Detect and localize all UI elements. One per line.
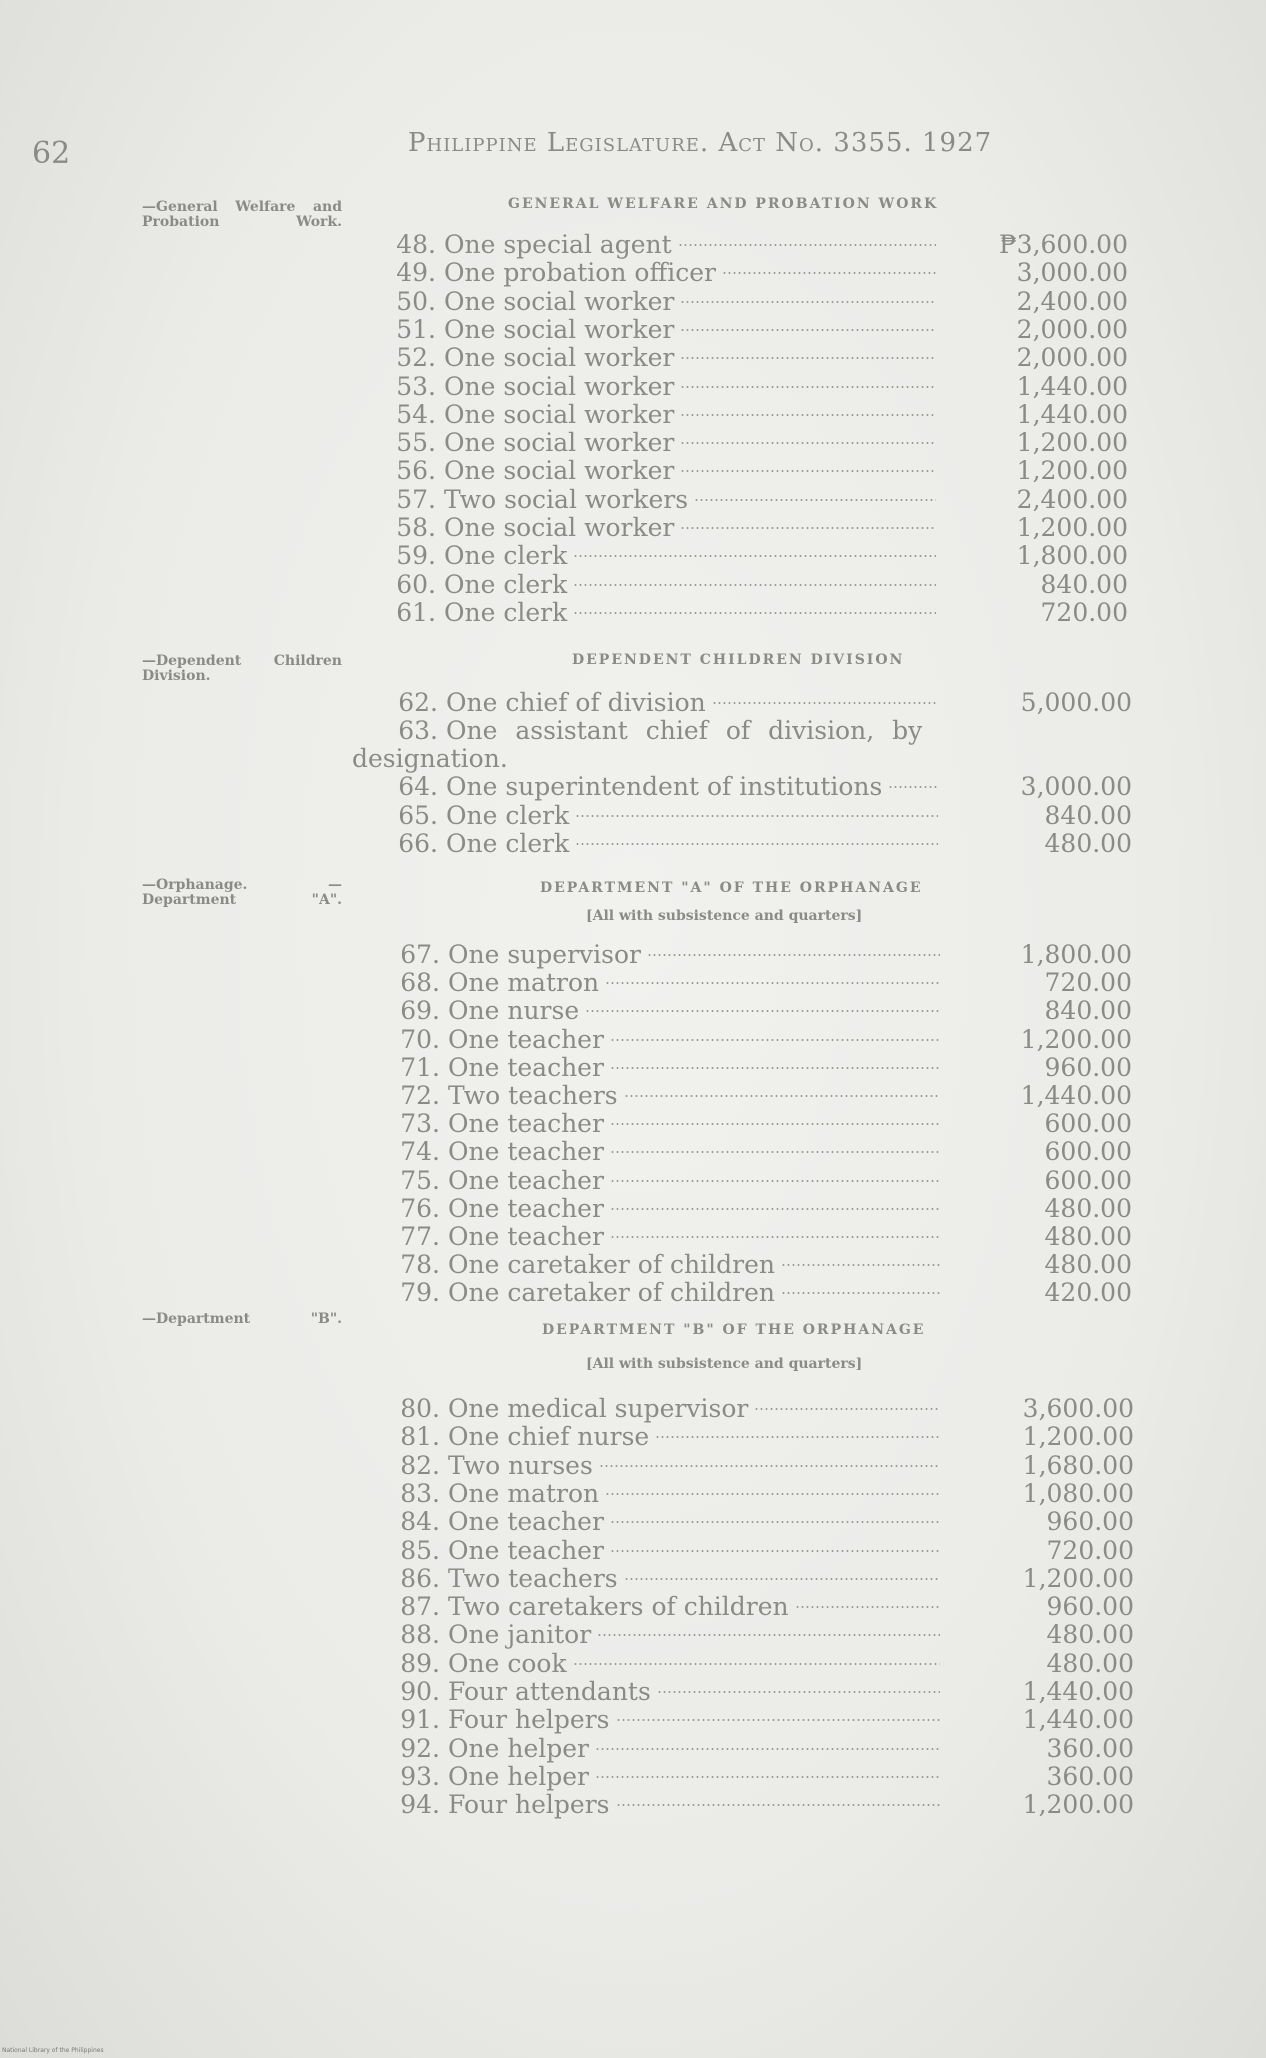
item-number: 80. xyxy=(400,1394,440,1423)
item-label: One social worker xyxy=(444,513,675,542)
item-amount: 720.00 xyxy=(1046,1535,1134,1565)
item-amount: 1,800.00 xyxy=(1016,541,1128,571)
dot-leader xyxy=(680,301,936,303)
item-label: One matron xyxy=(448,968,600,998)
dot-leader xyxy=(680,386,936,388)
dot-leader xyxy=(597,1634,940,1636)
item-number: 78. xyxy=(400,1250,440,1280)
item-label: One teacher xyxy=(448,1535,604,1565)
item-amount: 840.00 xyxy=(1044,800,1132,830)
item-amount: 420.00 xyxy=(1044,1278,1132,1308)
item-number: 74. xyxy=(400,1137,440,1167)
dot-leader xyxy=(694,499,936,501)
item-label: One helper xyxy=(448,1733,589,1763)
dot-leader xyxy=(610,1521,940,1523)
item-amount: 360.00 xyxy=(1046,1761,1134,1791)
item-label: One teacher xyxy=(448,1109,604,1139)
section-title-general-welfare: GENERAL WELFARE AND PROBATION WORK xyxy=(508,196,939,212)
item-label: One assistant chief of division, by xyxy=(446,716,923,745)
dot-leader xyxy=(573,555,936,557)
item-amount: 3,000.00 xyxy=(1016,258,1128,288)
item-label: One teacher xyxy=(448,1165,604,1195)
margin-note-department-b: —Department "B". xyxy=(142,1311,342,1327)
item-amount: 1,440.00 xyxy=(1016,371,1128,401)
item-label: One teacher xyxy=(448,1137,604,1167)
item-amount: 1,200.00 xyxy=(1016,456,1128,486)
item-amount: 600.00 xyxy=(1044,1137,1132,1167)
item-amount: 1,200.00 xyxy=(1022,1422,1134,1452)
item-number: 90. xyxy=(400,1677,440,1706)
item-number: 50. xyxy=(396,286,436,316)
item-number: 86. xyxy=(400,1563,440,1593)
item-number: 57. xyxy=(396,484,436,514)
item-amount: 960.00 xyxy=(1044,1052,1132,1082)
item-number: 87. xyxy=(400,1592,440,1622)
item-label: Two nurses xyxy=(448,1450,593,1480)
section-note-department-a: [All with subsistence and quarters] xyxy=(586,908,863,924)
item-number: 75. xyxy=(400,1165,440,1195)
page-number: 62 xyxy=(32,136,71,171)
item-amount: 480.00 xyxy=(1044,1222,1132,1251)
item-number: 76. xyxy=(400,1193,440,1223)
dot-leader xyxy=(722,272,936,274)
item-amount: 2,400.00 xyxy=(1016,286,1128,316)
item-number: 67. xyxy=(400,940,440,969)
item-label: One caretaker of children xyxy=(448,1278,775,1308)
item-amount: 1,200.00 xyxy=(1016,428,1128,458)
section-title-department-a: DEPARTMENT "A" OF THE ORPHANAGE xyxy=(540,880,923,896)
dot-leader xyxy=(680,414,936,416)
item-label: One clerk xyxy=(444,541,568,571)
dot-leader xyxy=(680,470,936,472)
item-number: 85. xyxy=(400,1535,440,1565)
item-label: One matron xyxy=(448,1478,600,1508)
item-label: One social worker xyxy=(444,371,675,401)
item-number: 52. xyxy=(396,343,436,373)
item-label: One medical supervisor xyxy=(448,1394,749,1423)
item-number: 88. xyxy=(400,1620,440,1650)
dot-leader xyxy=(605,1493,940,1495)
dot-leader xyxy=(888,786,938,788)
item-label: One chief of division xyxy=(446,688,706,717)
item-label: One teacher xyxy=(448,1193,604,1223)
dot-leader xyxy=(610,1067,940,1069)
item-amount: 720.00 xyxy=(1044,968,1132,998)
dot-leader xyxy=(595,1776,940,1778)
item-number: 77. xyxy=(400,1222,440,1251)
item-label: One teacher xyxy=(448,1052,604,1082)
item-number: 84. xyxy=(400,1507,440,1537)
item-number: 94. xyxy=(400,1790,440,1820)
item-continuation: designation. xyxy=(352,744,508,773)
item-number: 53. xyxy=(396,371,436,401)
margin-note-general-welfare: —General Welfare and Probation Work. xyxy=(142,199,342,230)
dot-leader xyxy=(585,1010,940,1012)
section-title-dependent-children: DEPENDENT CHILDREN DIVISION xyxy=(572,652,905,668)
dot-leader xyxy=(680,527,936,529)
item-label: One probation officer xyxy=(444,258,716,288)
dot-leader xyxy=(795,1606,940,1608)
item-amount: 2,000.00 xyxy=(1016,343,1128,373)
item-label: One special agent xyxy=(444,230,672,259)
dot-leader xyxy=(573,1663,940,1665)
item-number: 72. xyxy=(400,1081,440,1110)
section-note-department-b: [All with subsistence and quarters] xyxy=(586,1356,863,1372)
item-amount: 720.00 xyxy=(1040,597,1128,627)
item-number: 73. xyxy=(400,1109,440,1139)
margin-note-department-a: —Orphanage. —Department "A". xyxy=(142,877,342,908)
item-number: 66. xyxy=(398,829,438,858)
item-label: Two teachers xyxy=(448,1563,618,1593)
dot-leader xyxy=(624,1578,940,1580)
item-amount: 480.00 xyxy=(1044,829,1132,858)
item-label: Four attendants xyxy=(448,1677,651,1706)
item-amount: 1,200.00 xyxy=(1022,1563,1134,1593)
item-amount: 360.00 xyxy=(1046,1733,1134,1763)
item-label: One teacher xyxy=(448,1024,604,1054)
section-title-department-b: DEPARTMENT "B" OF THE ORPHANAGE xyxy=(542,1322,926,1338)
item-label: One nurse xyxy=(448,996,580,1026)
item-amount: 1,440.00 xyxy=(1016,399,1128,429)
item-label: One chief nurse xyxy=(448,1422,650,1452)
item-number: 79. xyxy=(400,1278,440,1308)
item-amount: 960.00 xyxy=(1046,1592,1134,1622)
item-label: One social worker xyxy=(444,314,675,344)
item-number: 63. xyxy=(398,716,438,745)
item-amount: 1,440.00 xyxy=(1022,1705,1134,1735)
item-label: One clerk xyxy=(444,597,568,627)
margin-note-dependent-children: —Dependent Children Division. xyxy=(142,653,342,684)
item-amount: 1,800.00 xyxy=(1020,940,1132,969)
dot-leader xyxy=(616,1719,940,1721)
item-label: One caretaker of children xyxy=(448,1250,775,1280)
item-label: One social worker xyxy=(444,343,675,373)
footer-credit: National Library of the Philippines xyxy=(2,2047,104,2054)
dot-leader xyxy=(573,612,936,614)
dot-leader xyxy=(680,357,936,359)
dot-leader xyxy=(610,1180,940,1182)
item-amount: 2,000.00 xyxy=(1016,314,1128,344)
item-number: 68. xyxy=(400,968,440,998)
item-label: Two caretakers of children xyxy=(448,1592,789,1622)
item-number: 59. xyxy=(396,541,436,571)
dot-leader xyxy=(781,1292,940,1294)
item-amount: 1,200.00 xyxy=(1022,1790,1134,1820)
item-number: 56. xyxy=(396,456,436,486)
item-label: Four helpers xyxy=(448,1705,610,1735)
item-number: 70. xyxy=(400,1024,440,1054)
item-amount: 840.00 xyxy=(1044,996,1132,1026)
dot-leader xyxy=(610,1039,940,1041)
item-label: One social worker xyxy=(444,428,675,458)
dot-leader xyxy=(605,982,940,984)
dot-leader xyxy=(595,1748,940,1750)
item-amount: 1,440.00 xyxy=(1020,1081,1132,1110)
item-number: 54. xyxy=(396,399,436,429)
item-label: One janitor xyxy=(448,1620,592,1650)
dot-leader xyxy=(680,329,936,331)
item-number: 60. xyxy=(396,569,436,599)
item-amount: 480.00 xyxy=(1046,1620,1134,1650)
item-label: Four helpers xyxy=(448,1790,610,1820)
item-amount: 1,440.00 xyxy=(1022,1677,1134,1706)
item-label: One social worker xyxy=(444,286,675,316)
item-label: One clerk xyxy=(446,829,570,858)
item-amount: 3,000.00 xyxy=(1020,772,1132,801)
item-amount: 840.00 xyxy=(1040,569,1128,599)
dot-leader xyxy=(680,442,936,444)
item-number: 48. xyxy=(396,230,436,259)
item-amount: 3,600.00 xyxy=(1022,1394,1134,1423)
dot-leader xyxy=(573,584,936,586)
dot-leader xyxy=(610,1123,940,1125)
running-head: Philippine Legislature. Act No. 3355. 1927 xyxy=(408,128,993,158)
dot-leader xyxy=(599,1465,940,1467)
item-amount: 960.00 xyxy=(1046,1507,1134,1537)
item-number: 89. xyxy=(400,1648,440,1678)
item-number: 61. xyxy=(396,597,436,627)
dot-leader xyxy=(647,954,940,956)
item-number: 81. xyxy=(400,1422,440,1452)
item-number: 83. xyxy=(400,1478,440,1508)
dot-leader xyxy=(754,1408,940,1410)
item-amount: 600.00 xyxy=(1044,1109,1132,1139)
item-number: 51. xyxy=(396,314,436,344)
dot-leader xyxy=(575,815,938,817)
item-number: 92. xyxy=(400,1733,440,1763)
dot-leader xyxy=(610,1236,940,1238)
item-number: 69. xyxy=(400,996,440,1026)
dot-leader xyxy=(712,702,938,704)
item-amount: 600.00 xyxy=(1044,1165,1132,1195)
dot-leader xyxy=(610,1550,940,1552)
item-label: One clerk xyxy=(446,800,570,830)
item-label: One superintendent of institutions xyxy=(446,772,883,801)
dot-leader xyxy=(624,1095,940,1097)
item-number: 62. xyxy=(398,688,438,717)
item-label: One clerk xyxy=(444,569,568,599)
item-amount: 480.00 xyxy=(1044,1193,1132,1223)
item-amount: 480.00 xyxy=(1044,1250,1132,1280)
item-amount: 1,200.00 xyxy=(1016,513,1128,542)
item-label: One helper xyxy=(448,1761,589,1791)
item-label: One teacher xyxy=(448,1222,604,1251)
item-label: One cook xyxy=(448,1648,567,1678)
item-label: One supervisor xyxy=(448,940,641,969)
item-number: 55. xyxy=(396,428,436,458)
item-amount: 1,680.00 xyxy=(1022,1450,1134,1480)
item-number: 64. xyxy=(398,772,438,801)
dot-leader xyxy=(657,1691,940,1693)
dot-leader xyxy=(616,1804,940,1806)
item-number: 82. xyxy=(400,1450,440,1480)
item-amount: 480.00 xyxy=(1046,1648,1134,1678)
dot-leader xyxy=(678,244,936,246)
dot-leader xyxy=(781,1264,940,1266)
item-label: Two teachers xyxy=(448,1081,618,1110)
dot-leader xyxy=(610,1151,940,1153)
item-number: 91. xyxy=(400,1705,440,1735)
item-number: 93. xyxy=(400,1761,440,1791)
item-label: Two social workers xyxy=(444,484,689,514)
item-amount: 1,080.00 xyxy=(1022,1478,1134,1508)
item-amount: 1,200.00 xyxy=(1020,1024,1132,1054)
item-amount: 2,400.00 xyxy=(1016,484,1128,514)
item-number: 65. xyxy=(398,800,438,830)
dot-leader xyxy=(575,843,938,845)
item-amount: ₱3,600.00 xyxy=(999,230,1128,259)
item-label: One social worker xyxy=(444,456,675,486)
dot-leader xyxy=(610,1208,940,1210)
dot-leader xyxy=(655,1436,940,1438)
item-number: 49. xyxy=(396,258,436,288)
item-number: 58. xyxy=(396,513,436,542)
item-number: 71. xyxy=(400,1052,440,1082)
item-label: One teacher xyxy=(448,1507,604,1537)
item-label: One social worker xyxy=(444,399,675,429)
item-amount: 5,000.00 xyxy=(1020,688,1132,717)
